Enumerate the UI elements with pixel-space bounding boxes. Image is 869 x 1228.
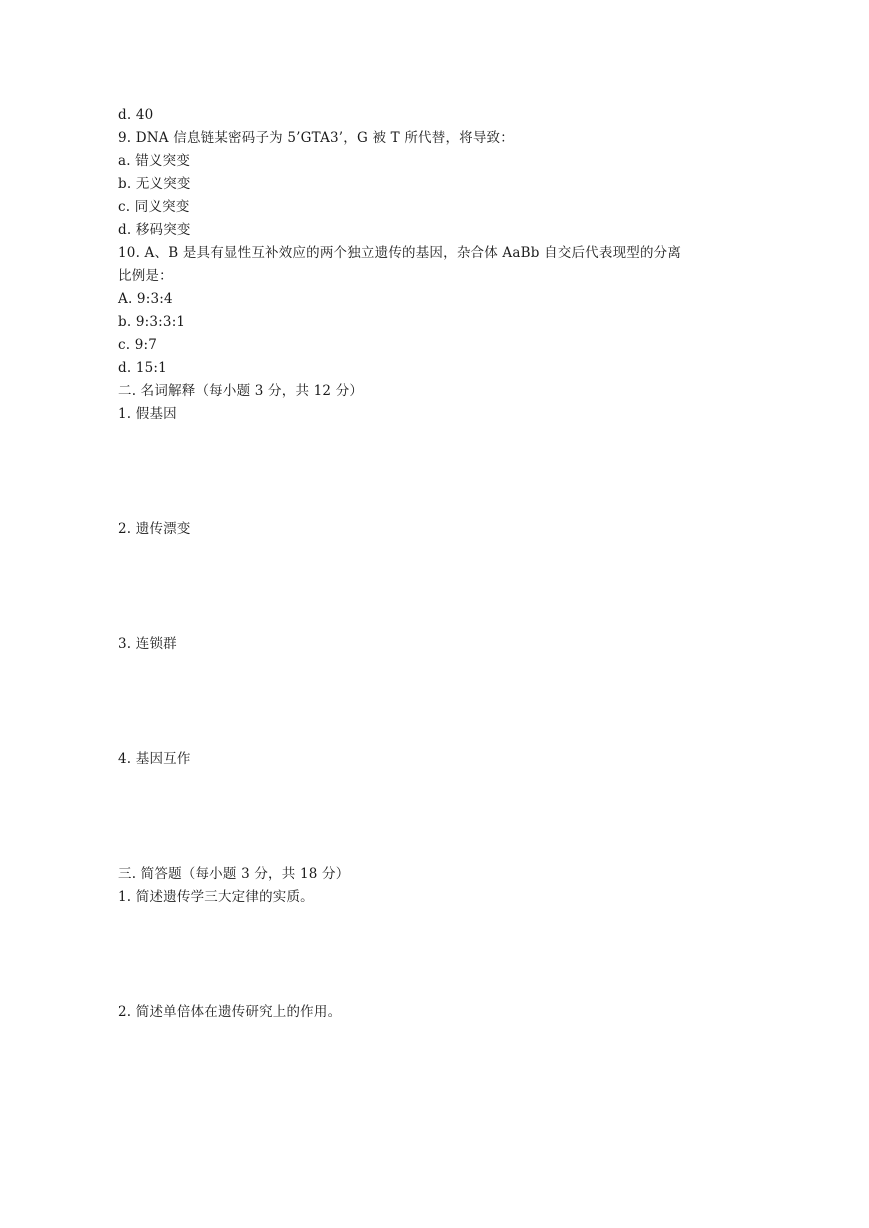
section3-item-1: 1. 简述遗传学三大定律的实质。 [118, 889, 314, 905]
section2-item-4: 4. 基因互作 [118, 751, 191, 767]
q10-option-b: b. 9:3:3:1 [118, 314, 186, 330]
q10-option-c: c. 9:7 [118, 337, 158, 353]
q10-option-d: d. 15:1 [118, 360, 167, 376]
answer-space [118, 541, 758, 633]
section2-item-2: 2. 遗传漂变 [118, 521, 191, 537]
q9-stem: 9. DNA 信息链某密码子为 5’GTA3’，G 被 T 所代替，将导致： [118, 130, 514, 146]
q10-stem-line2: 比例是： [118, 268, 173, 284]
section2-heading: 二. 名词解释（每小题 3 分，共 12 分） [118, 383, 364, 399]
q9-option-a: a. 错义突变 [118, 153, 191, 169]
section2-item-3: 3. 连锁群 [118, 636, 177, 652]
q8-option-d: d. 40 [118, 107, 154, 123]
q10-stem-line1: 10. A、B 是具有显性互补效应的两个独立遗传的基因，杂合体 AaBb 自交后代表现型的分离 [118, 245, 682, 261]
q9-option-d: d. 移码突变 [118, 222, 191, 238]
section2-item-1: 1. 假基因 [118, 406, 177, 422]
q9-option-b: b. 无义突变 [118, 176, 191, 192]
section3-heading: 三. 简答题（每小题 3 分，共 18 分） [118, 866, 350, 882]
section3-item-2: 2. 简述单倍体在遗传研究上的作用。 [118, 1004, 342, 1020]
q9-option-c: c. 同义突变 [118, 199, 190, 215]
answer-space [118, 909, 758, 1001]
exam-page [118, 104, 758, 1024]
answer-space [118, 656, 758, 748]
answer-space [118, 771, 758, 863]
q10-option-a: A. 9:3:4 [118, 291, 173, 307]
answer-space [118, 426, 758, 518]
